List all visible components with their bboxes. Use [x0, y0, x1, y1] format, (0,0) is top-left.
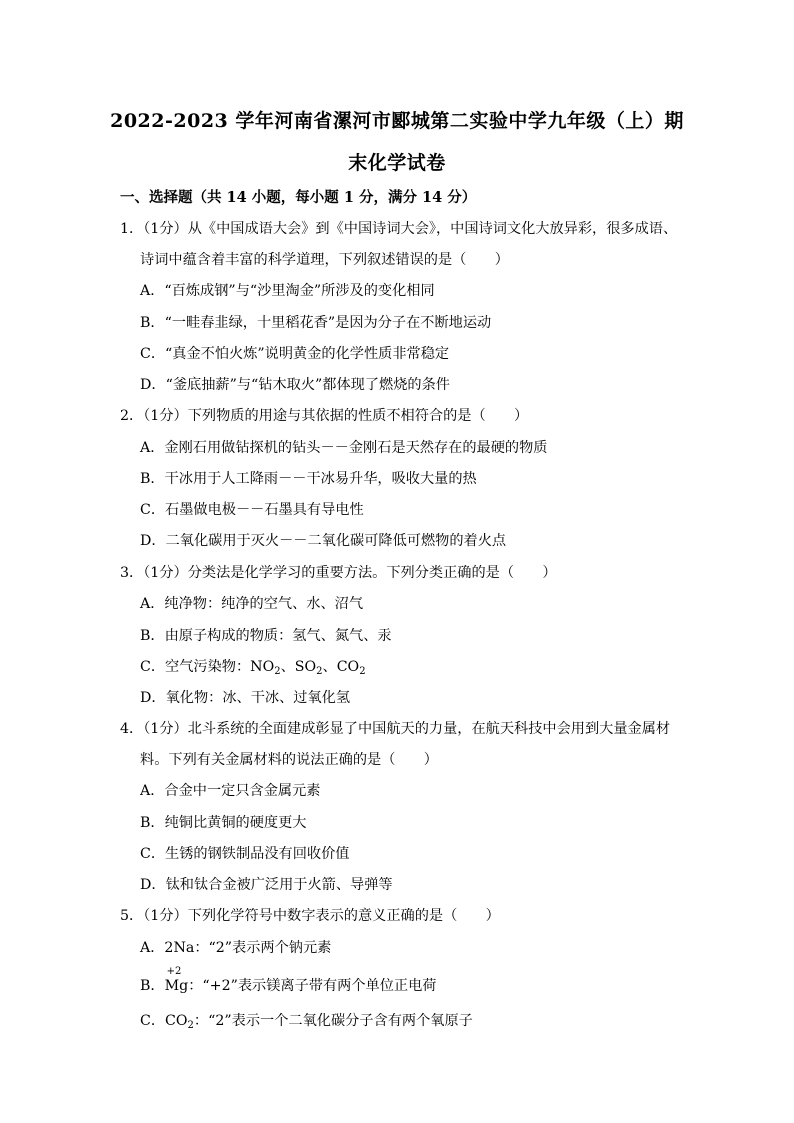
subscript: 2	[359, 666, 366, 677]
valence-superscript: +2	[166, 966, 182, 977]
subscript: 2	[187, 1020, 194, 1031]
subscript: 2	[274, 666, 281, 677]
question-2-option-d: D．二氧化碳用于灭火－－二氧化碳可降低可燃物的着火点	[140, 533, 507, 549]
question-4-stem-cont: 料。下列有关金属材料的说法正确的是（ ）	[140, 752, 438, 768]
question-2-stem: 2．（1分）下列物质的用途与其依据的性质不相符合的是（ ）	[120, 408, 529, 424]
question-5-option-a: A．2Na：“2”表示两个钠元素	[140, 940, 332, 956]
option-c-text-2: 、SO	[280, 659, 317, 675]
mg-symbol	[164, 966, 189, 994]
question-3-stem: 3．（1分）分类法是化学学习的重要方法。下列分类正确的是（ ）	[120, 565, 557, 581]
question-2-option-b: B．干冰用于人工降雨－－干冰易升华，吸收大量的热	[140, 471, 477, 487]
question-4-option-a: A．合金中一定只含金属元素	[140, 783, 321, 799]
question-1-option-d: D．“釜底抽薪”与“钻木取火”都体现了燃烧的条件	[140, 377, 450, 393]
question-1-option-c: C．“真金不怕火炼”说明黄金的化学性质非常稳定	[140, 346, 450, 362]
question-5-option-c	[140, 1010, 473, 1031]
question-1-option-b: B．“一畦春韭绿，十里稻花香”是因为分子在不断地运动	[140, 315, 492, 331]
question-1-option-a: A．“百炼成钢”与“沙里淘金”所涉及的变化相同	[140, 283, 435, 299]
section-heading: 一、选择题（共 14 小题，每小题 1 分，满分 14 分）	[120, 189, 477, 206]
subscript: 2	[316, 666, 323, 677]
option-b-prefix: B．	[140, 978, 165, 994]
question-3-option-c	[140, 656, 366, 677]
option-c-text: ：“2”表示一个二氧化碳分子含有两个氧原子	[193, 1013, 473, 1029]
element-symbol: Mg	[164, 978, 189, 994]
question-5-option-b	[140, 966, 437, 995]
question-3-option-b: B．由原子构成的物质：氢气、氮气、汞	[140, 628, 392, 644]
option-c-text-1: C．空气污染物：NO	[140, 659, 275, 675]
question-4-stem: 4．（1分）北斗系统的全面建成彰显了中国航天的力量，在航天科技中会用到大量金属材	[120, 721, 671, 737]
question-3-option-a: A．纯净物：纯净的空气、水、沼气	[140, 596, 364, 612]
exam-title-line1: 2022-2023 学年河南省漯河市郾城第二实验中学九年级（上）期	[110, 110, 684, 132]
question-1-stem: 1．（1分）从《中国成语大会》到《中国诗词大会》，中国诗词文化大放异彩，很多成语、	[120, 221, 678, 237]
question-2-option-c: C．石墨做电极－－石墨具有导电性	[140, 502, 364, 518]
option-b-text: ：“+2”表示镁离子带有两个单位正电荷	[188, 978, 437, 994]
question-4-option-c: C．生锈的钢铁制品没有回收价值	[140, 846, 350, 862]
question-1-stem-cont: 诗词中蕴含着丰富的科学道理，下列叙述错误的是（ ）	[140, 252, 509, 268]
question-5-stem: 5．（1分）下列化学符号中数字表示的意义正确的是（ ）	[120, 908, 500, 924]
question-2-option-a: A．金刚石用做钻探机的钻头－－金刚石是天然存在的最硬的物质	[140, 440, 548, 456]
exam-title-line2: 末化学试卷	[348, 152, 446, 174]
question-4-option-d: D．钛和钛合金被广泛用于火箭、导弹等	[140, 877, 393, 893]
option-c-text-3: 、CO	[322, 659, 360, 675]
option-c-prefix: C．CO	[140, 1013, 188, 1029]
question-3-option-d: D．氧化物：冰、干冰、过氧化氢	[140, 690, 351, 706]
question-4-option-b: B．纯铜比黄铜的硬度更大	[140, 815, 307, 831]
